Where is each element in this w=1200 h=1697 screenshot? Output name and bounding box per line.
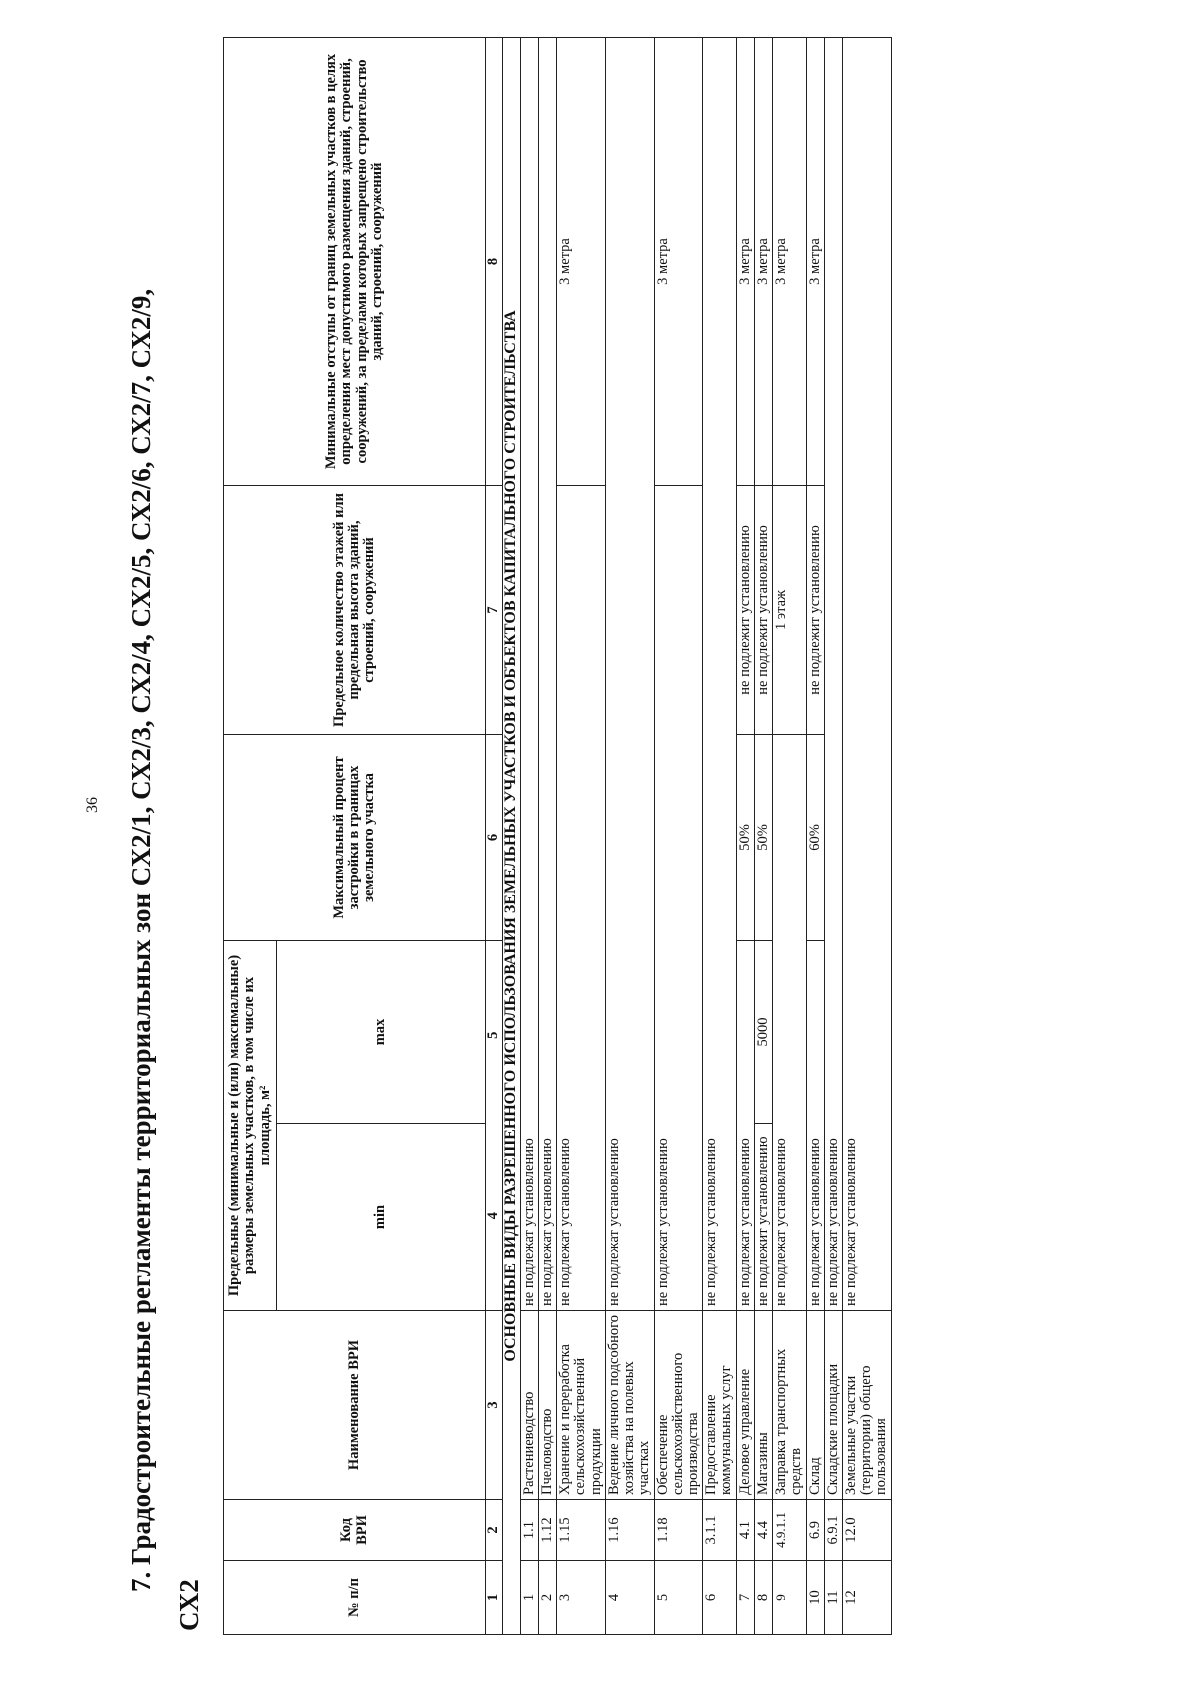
cell-code: 6.9.1 [824,1500,842,1561]
cell-min: не подлежит установлению [754,1124,772,1311]
cell-floors: не подлежит установлению [754,485,772,734]
col-number: 1 [486,1561,503,1635]
header-percent: Максимальный процент застройки в границах земельного участка [224,734,486,940]
cell-name: Заправка транспортных средств [773,1311,806,1500]
section-row [503,37,521,1634]
table-row [557,37,606,1634]
cell-name: Растениеводство [520,1311,538,1500]
cell-max: 5000 [754,940,772,1123]
cell-name: Магазины [754,1311,772,1500]
header-code: Код ВРИ [224,1500,486,1561]
table-row [654,37,703,1634]
table-row [520,37,538,1634]
cell-setback: 3 метра [557,37,606,485]
cell-num: 7 [736,1561,754,1635]
table-row [806,37,824,1634]
cell-size: не подлежат установлению [703,37,736,1310]
cell-num: 12 [842,1561,891,1635]
cell-name: Пчеловодство [539,1311,557,1500]
cell-percent: 50% [736,734,754,940]
cell-num: 4 [605,1561,654,1635]
cell-size: не подлежат установлению [654,485,703,1310]
cell-size: не подлежат установлению [520,37,538,1310]
cell-setback: 3 метра [754,37,772,485]
cell-size: не подлежат установлению [736,940,754,1310]
cell-num: 3 [557,1561,606,1635]
cell-name: Предоставление коммунальных услуг [703,1311,736,1500]
header-name: Наименование ВРИ [224,1311,486,1500]
cell-setback: 3 метра [654,37,703,485]
header-num: № п/п [224,1561,486,1635]
column-number-row [486,37,503,1634]
cell-percent: 60% [806,734,824,940]
table-row [773,37,806,1634]
cell-setback: 3 метра [736,37,754,485]
page-title-continuation: СХ2 [174,1579,204,1631]
header-size: Предельные (минимальные и (или) максимальные) размеры земельных участков, в том числе их площадь, м² [224,940,277,1310]
cell-floors: 1 этаж [773,485,806,734]
header-row [224,37,277,1634]
cell-num: 10 [806,1561,824,1635]
cell-size: не подлежат установлению [773,734,806,1310]
cell-setback: 3 метра [773,37,806,485]
cell-code: 1.18 [654,1500,703,1561]
cell-num: 9 [773,1561,806,1635]
cell-name: Земельные участки (территории) общего пользования [842,1311,891,1500]
cell-name: Ведение личного подсобного хозяйства на полевых участках [605,1311,654,1500]
cell-name: Обеспечение сельскохозяйственного производства [654,1311,703,1500]
col-number: 45 [486,940,503,1310]
col-number: 2 [486,1500,503,1561]
cell-floors: не подлежит установлению [806,485,824,734]
table-row [824,37,842,1634]
section-title: ОСНОВНЫЕ ВИДЫ РАЗРЕШЕННОГО ИСПОЛЬЗОВАНИЯ ЗЕМЕЛЬНЫХ УЧАСТКОВ И ОБЪЕКТОВ КАПИТАЛЬНОГО СТРОИТЕЛЬСТВА [503,37,521,1634]
cell-num: 11 [824,1561,842,1635]
col-number: 3 [486,1311,503,1500]
cell-percent: 50% [754,734,772,940]
cell-num: 1 [520,1561,538,1635]
table-row [605,37,654,1634]
cell-code: 1.1 [520,1500,538,1561]
table-row [736,37,754,1634]
cell-num: 8 [754,1561,772,1635]
cell-code: 6.9 [806,1500,824,1561]
regulations-table [223,37,892,1635]
cell-size: не подлежат установлению [539,37,557,1310]
table-row [842,37,891,1634]
cell-num: 6 [703,1561,736,1635]
cell-num: 2 [539,1561,557,1635]
header-setback: Минимальные отступы от границ земельных участков в целях определения мест допустимого размещения зданий, строений, сооружений, за пределами которых запрещено строительство зданий, строений, сооружений [224,37,486,485]
table-row [703,37,736,1634]
page-number: 36 [84,797,101,813]
cell-size: не подлежат установлению [806,940,824,1310]
col-number: 8 [486,37,503,485]
cell-code: 12.0 [842,1500,891,1561]
cell-code: 4.1 [736,1500,754,1561]
cell-size: не подлежат установлению [557,485,606,1310]
col-number: 7 [486,485,503,734]
cell-floors: не подлежит установлению [736,485,754,734]
table-row [539,37,557,1634]
col-number: 6 [486,734,503,940]
cell-code: 4.4 [754,1500,772,1561]
cell-size: не подлежат установлению [842,37,891,1310]
cell-code: 4.9.1.1 [773,1500,806,1561]
cell-code: 1.16 [605,1500,654,1561]
cell-num: 5 [654,1561,703,1635]
cell-setback: 3 метра [806,37,824,485]
header-max: max [277,940,486,1123]
cell-name: Деловое управление [736,1311,754,1500]
cell-code: 1.15 [557,1500,606,1561]
cell-code: 1.12 [539,1500,557,1561]
page-title: 7. Градостроительные регламенты территориальных зон СХ2/1, СХ2/3, СХ2/4, СХ2/5, СХ2/6, СХ2/7, СХ2/9, [126,288,156,1592]
header-min: min [277,1124,486,1311]
table-row [754,37,772,1634]
header-floors: Предельное количество этажей или предельная высота зданий, строений, сооружений [224,485,486,734]
cell-name: Складские площадки [824,1311,842,1500]
cell-name: Хранение и переработка сельскохозяйственной продукции [557,1311,606,1500]
cell-size: не подлежат установлению [605,37,654,1310]
cell-code: 3.1.1 [703,1500,736,1561]
cell-size: не подлежат установлению [824,37,842,1310]
cell-name: Склад [806,1311,824,1500]
